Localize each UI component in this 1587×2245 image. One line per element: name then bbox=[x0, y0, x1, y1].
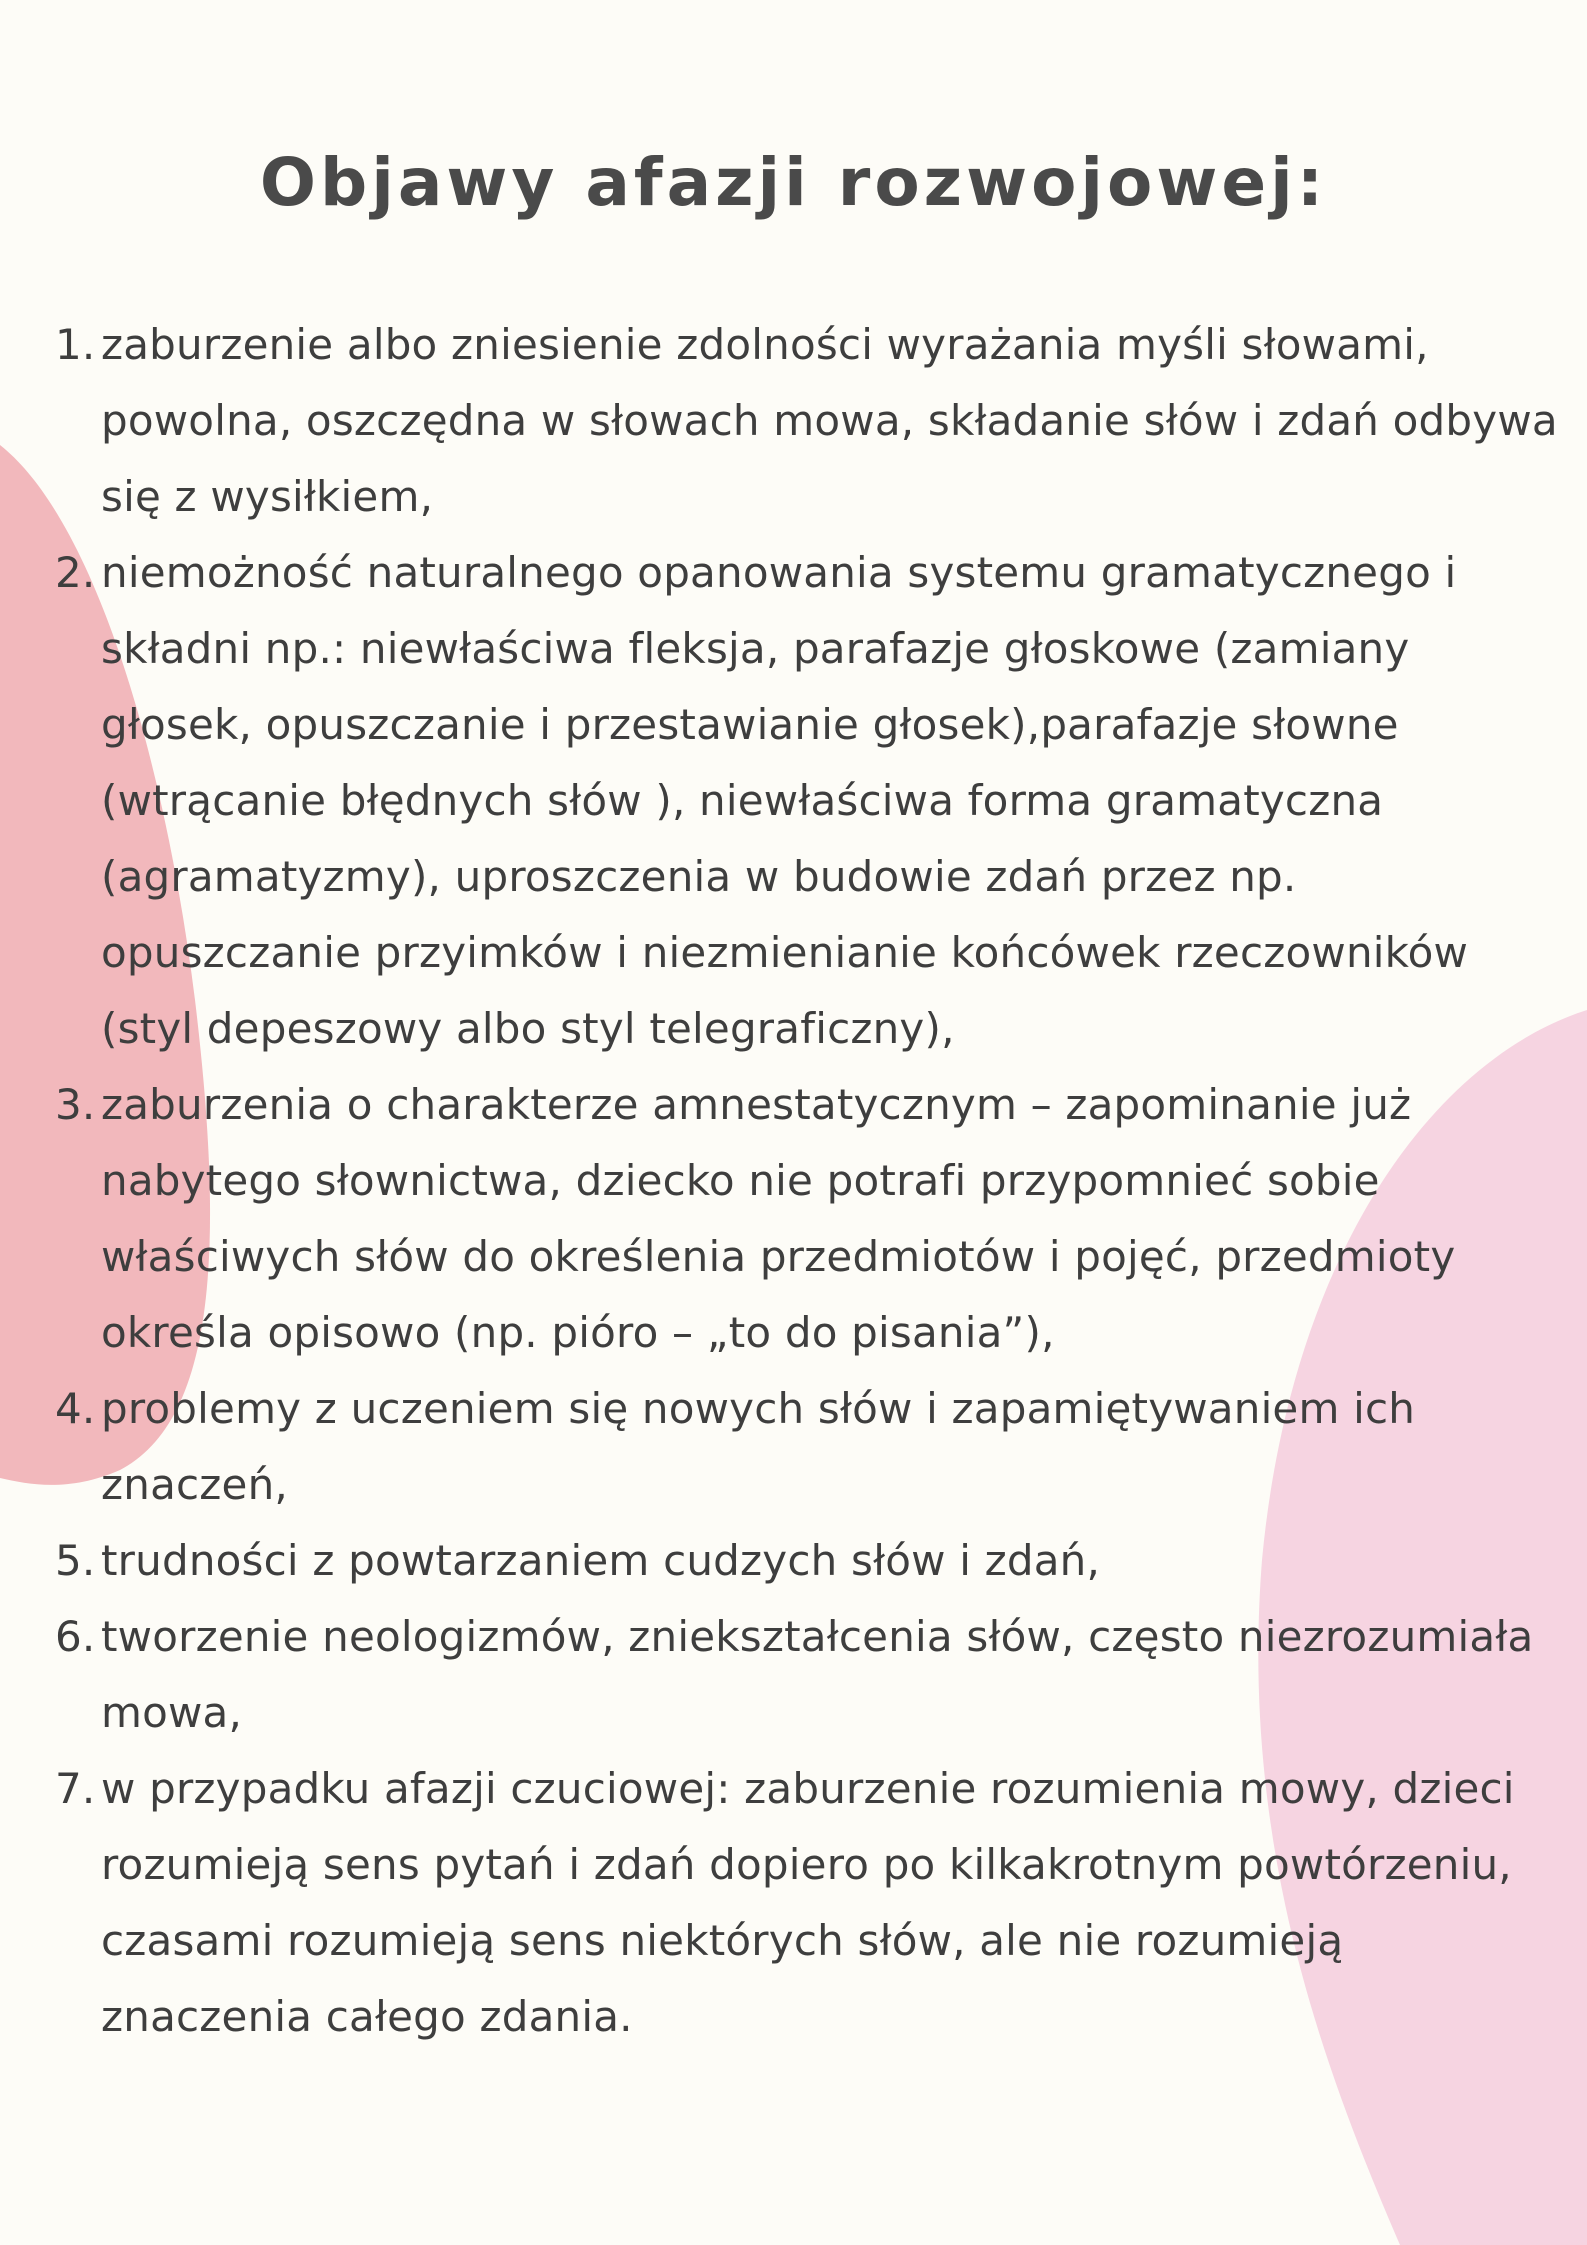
list-item-text: tworzenie neologizmów, zniekształcenia słów, często niezrozumiała mowa, bbox=[101, 1612, 1534, 1737]
list-item bbox=[55, 307, 1561, 535]
list-item bbox=[55, 1371, 1561, 1523]
list-item-text: zaburzenie albo zniesienie zdolności wyrażania myśli słowami, powolna, oszczędna w słowach mowa, składanie słów i zdań odbywa się z wysiłkiem, bbox=[101, 320, 1558, 521]
list-item bbox=[55, 1599, 1561, 1751]
list-item-text: problemy z uczeniem się nowych słów i zapamiętywaniem ich znaczeń, bbox=[101, 1384, 1416, 1509]
list-item-number: 4. bbox=[55, 1384, 96, 1433]
list-item-number: 2. bbox=[55, 548, 96, 597]
list-item bbox=[55, 1523, 1561, 1599]
list-item-text: zaburzenia o charakterze amnestatycznym – zapominanie już nabytego słownictwa, dziecko nie potrafi przypomnieć sobie właściwych słów do określenia przedmiotów i pojęć, przedmioty określa opisowo (np. pióro – „to do pisania”), bbox=[101, 1080, 1456, 1357]
list-item-number: 5. bbox=[55, 1536, 96, 1585]
symptom-list bbox=[55, 307, 1561, 2055]
list-item-text: trudności z powtarzaniem cudzych słów i zdań, bbox=[101, 1536, 1101, 1585]
list-item-number: 3. bbox=[55, 1080, 96, 1129]
list-item-number: 6. bbox=[55, 1612, 96, 1661]
list-item-number: 1. bbox=[55, 320, 96, 369]
list-item bbox=[55, 1067, 1561, 1371]
list-item bbox=[55, 535, 1561, 1067]
list-item-number: 7. bbox=[55, 1764, 96, 1813]
page-title: Objawy afazji rozwojowej: bbox=[259, 144, 1328, 221]
list-item-text: niemożność naturalnego opanowania systemu gramatycznego i składni np.: niewłaściwa fleksja, parafazje głoskowe (zamiany głosek, opuszczanie i przestawianie głosek),parafazje słowne (wtrącanie błędnych słów ), niewłaściwa forma gramatyczna (agramatyzmy), uproszczenia w budowie zdań przez np. opuszczanie przyimków i niezmienianie końcówek rzeczowników (styl depeszowy albo styl telegraficzny), bbox=[101, 548, 1469, 1053]
list-item bbox=[55, 1751, 1561, 2055]
list-item-text: w przypadku afazji czuciowej: zaburzenie rozumienia mowy, dzieci rozumieją sens pytań i zdań dopiero po kilkakrotnym powtórzeniu, czasami rozumieją sens niektórych słów, ale nie rozumieją znaczenia całego zdania. bbox=[101, 1764, 1515, 2041]
